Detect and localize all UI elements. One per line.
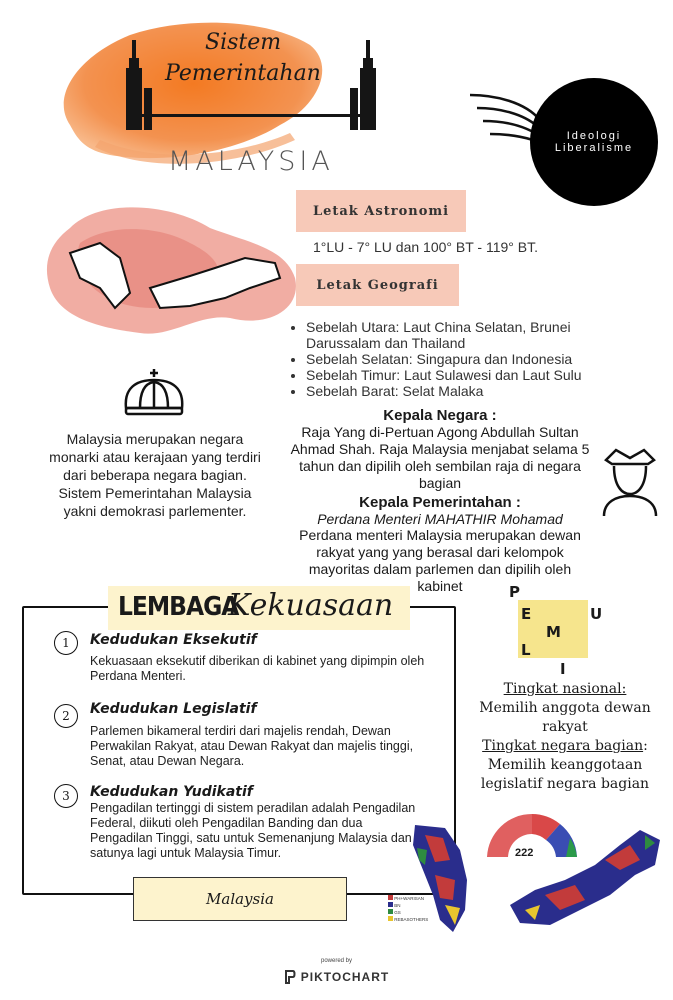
legend-item: PH+WARISAN (394, 896, 424, 901)
piktochart-logo-icon (284, 970, 296, 984)
kepala-negara-block (290, 407, 590, 595)
yudikatif-title: Kedudukan Yudikatif (90, 784, 253, 800)
kepala-negara-body: Raja Yang di-Pertuan Agong Abdullah Sultan Ahmad Shah. Raja Malaysia menjabat selama 5 tahun dan dipilih oleh sembilan raja di negara bagian (290, 424, 590, 491)
page-subtitle: MALAYSIA (168, 146, 334, 177)
powered-by: powered by (320, 958, 353, 964)
geografi-item: • Sebelah Utara: Laut China Selatan, Brunei Darussalam dan Thailand (306, 319, 646, 351)
parliament-seats: 222 (515, 847, 534, 859)
geografi-list (288, 319, 646, 399)
piktochart-text: PIKTOCHART (300, 970, 390, 984)
legend-item: BN (394, 903, 401, 908)
legislatif-body: Parlemen bikameral terdiri dari majelis rendah, Dewan Perwakilan Rakyat, atau Dewan Rakyat dan majelis tinggi, Senat, atau Dewan Negara. (90, 724, 414, 768)
geografi-item: • Sebelah Selatan: Singapura dan Indonesia (306, 351, 646, 367)
eksekutif-title: Kedudukan Eksekutif (90, 632, 257, 648)
lembaga-title-script: Kekuasaan (228, 588, 394, 623)
page-title-line1: Sistem (205, 30, 282, 55)
bagian-body: Memilih keanggotaan legislatif negara bagian (480, 757, 650, 792)
astronomi-value: 1°LU - 7° LU dan 100° BT - 119° BT. (313, 239, 538, 255)
geografi-label: Letak Geografi (296, 264, 459, 306)
legend-item: GS (394, 910, 401, 915)
nasional-body: Memilih anggota dewan rakyat (479, 700, 651, 735)
step-number: 2 (54, 704, 78, 728)
astronomi-label: Letak Astronomi (296, 190, 466, 232)
legislatif-title: Kedudukan Legislatif (90, 701, 257, 717)
kepala-pemerintahan-heading: Kepala Pemerintahan : (359, 494, 521, 511)
crown-icon (122, 368, 186, 418)
ideology-line2: Liberalisme (554, 142, 634, 154)
lembaga-title-bold: LEMBAGA (118, 592, 239, 622)
page-title-line2: Pemerintahan (165, 61, 321, 86)
map-legend (388, 895, 428, 923)
piktochart-brand[interactable] (0, 970, 673, 984)
pemilu-letter: P (509, 583, 520, 601)
pemilu-letter: I (560, 660, 566, 678)
step-number: 1 (54, 631, 78, 655)
lembaga-footer-text: Malaysia (206, 890, 274, 908)
bagian-label: Tingkat negara bagian (482, 738, 644, 754)
yudikatif-body: Pengadilan tertinggi di sistem peradilan adalah Pengadilan Federal, diikuti oleh Pengadilan Banding dan dua Pengadilan Tinggi, satu untuk Semenanjung Malaysia dan satunya lagi untuk Malaysia Timur. (90, 801, 416, 860)
kepala-pemerintahan-name: Perdana Menteri MAHATHIR Mohamad (317, 511, 563, 527)
pemilu-info: Tingkat nasional: Memilih anggota dewan rakyat Tingkat negara bagian: Memilih keanggotaan legislatif negara bagian (470, 680, 660, 794)
kepala-negara-heading: Kepala Negara : (383, 407, 497, 424)
kepala-pemerintahan-body: Perdana menteri Malaysia merupakan dewan rakyat yang yang berasal dari kelompok mayoritas dalam parlemen dan dipilih oleh kabinet (299, 527, 581, 594)
pemilu-letter: E (521, 605, 532, 623)
ideology-circle (530, 78, 658, 206)
malaysia-watercolor-map (40, 198, 300, 348)
borneo-election-map (505, 825, 665, 930)
nasional-label: Tingkat nasional: (503, 681, 627, 697)
lembaga-footer-label (133, 877, 347, 921)
pemilu-letter: M (546, 623, 561, 641)
pemilu-letter: U (590, 605, 603, 623)
geografi-item: • Sebelah Timur: Laut Sulawesi dan Laut Sulu (306, 367, 646, 383)
eksekutif-body: Kekuasaan eksekutif diberikan di kabinet yang dipimpin oleh Perdana Menteri. (90, 654, 425, 683)
legend-item: REBASOTHERS (394, 917, 429, 922)
monarki-text: Malaysia merupakan negara monarki atau kerajaan yang terdiri dari beberapa negara bagian. Sistem Pemerintahan Malaysia yakni demokrasi parlementer. (49, 431, 261, 519)
pemilu-letter: L (521, 641, 531, 659)
ideology-line1: Ideologi (566, 130, 622, 142)
leader-icon (598, 438, 662, 516)
step-number: 3 (54, 784, 78, 808)
geografi-item: • Sebelah Barat: Selat Malaka (306, 383, 646, 399)
